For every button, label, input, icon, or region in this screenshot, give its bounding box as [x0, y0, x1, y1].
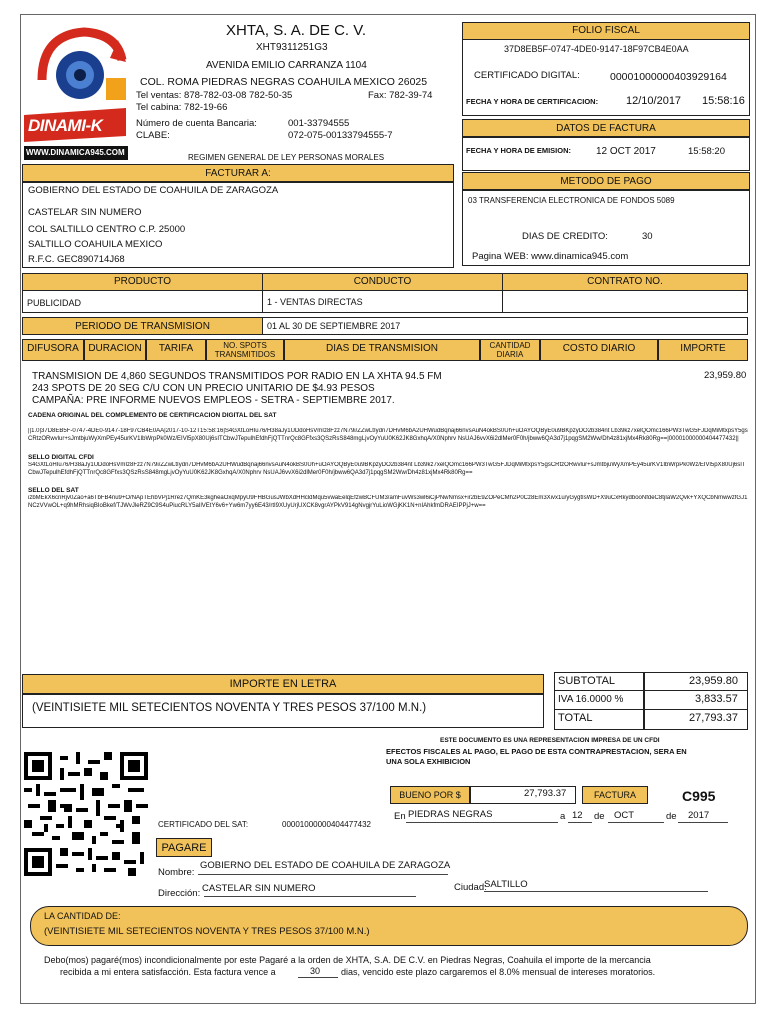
sello-sat-label: SELLO DEL SAT [28, 487, 79, 494]
en-label: En [394, 811, 406, 822]
col-spots-line2: TRANSMITIDOS [214, 350, 276, 359]
periodo-value: 01 AL 30 DE SEPTIEMBRE 2017 [262, 317, 748, 335]
total-value: 27,793.37 [689, 712, 738, 724]
col-cantidad [480, 339, 540, 361]
en-value: PIEDRAS NEGRAS [408, 809, 493, 820]
direccion-value: CASTELAR SIN NUMERO [202, 883, 316, 894]
description-line3: CAMPAÑA: PRE INFORME NUEVOS EMPLEOS - SETRA - SEPTIEMBRE 2017. [32, 395, 395, 406]
dias-credito-value: 30 [642, 231, 653, 242]
col-duracion: DURACION [84, 339, 146, 361]
fecha-emision-time: 15:58:20 [688, 146, 725, 157]
importe-letra-text: (VEINTISIETE MIL SETECIENTOS NOVENTA Y TRES PESOS 37/100 M.N.) [32, 702, 427, 714]
dia-line [568, 822, 592, 823]
description-line2: 243 SPOTS DE 20 SEG C/U CON UN PRECIO UNITARIO DE $4.93 PESOS [32, 383, 375, 394]
description-line1: TRANSMISION DE 4,860 SEGUNDOS TRANSMITIDOS POR RADIO EN LA XHTA 94.5 FM [32, 371, 442, 382]
client-city: SALTILLO COAHUILA MEXICO [28, 239, 163, 250]
debo-days: 30 [310, 966, 321, 976]
fecha-emision-date: 12 OCT 2017 [596, 146, 656, 157]
producto-value: PUBLICIDAD [22, 290, 263, 313]
issuer-tel-cabina: Tel cabina: 782-19-66 [136, 102, 228, 113]
de1-label: de [594, 811, 605, 822]
bueno-por-label: BUENO POR $ [390, 786, 470, 804]
dias-credito-label: DIAS DE CREDITO: [522, 231, 608, 242]
iva-value: 3,833.57 [695, 693, 738, 705]
nombre-value: GOBIERNO DEL ESTADO DE COAHUILA DE ZARAGOZA [200, 860, 451, 871]
cert-digital-value: 00001000000403929164 [610, 71, 727, 83]
cadena-original: ||1.0|37D8EB5F-0747-4DE0-9147-18F97CB4E0AA|2017-10-12T15:58:16|S4GXtLoHIu76/H38aJy1UDdoHsVmIz8Fzz7N79i/ZZwLtIydn7DHvM6bA2UHWudBqnaj66nvsAuN4okBS0Uh+uOAYOQByE0u9BKpzyDO2b384nt Lb39kz7xelQOmc166PW3TwG5FJDqMiMtxpsY5gsCRtzORwvlur+sJmtbjuWyXmPEy45urKV1IbWrpPk0Wz/EIVl5pX80Uj6sITCbwJTepulhEfdhFjQTTnrQc8GFfxs3QSzRsS848mgLjvOyYuU0K62JK8GxhqA/X0Nphrv NsUAJ6vvX6i2dlMer0F0h/jbww6QA3d7j1pqgSM2Ww/Dh4z81xjMx4Rk80Rg==|00001000000404477432|| [28, 428, 748, 442]
debo-line1: Debo(mos) pagaré(mos) incondicionalmente por este Pagaré a la orden de XHTA, S.A. DE C.V. en Piedras Negras, Coahuila el importe de la mercancia [44, 955, 651, 965]
factura-label: FACTURA [582, 786, 648, 804]
clabe-value: 072-075-00133794555-7 [288, 130, 393, 141]
producto-header: PRODUCTO [22, 273, 263, 291]
iva-label: IVA 16.0000 % [558, 694, 624, 705]
totals-sep2 [554, 709, 748, 710]
mes-value: OCT [614, 810, 635, 821]
anio-value: 2017 [688, 810, 710, 821]
col-tarifa: TARIFA [146, 339, 206, 361]
metodo-pago-header: METODO DE PAGO [462, 172, 750, 190]
cert-sat-label: CERTIFICADO DEL SAT: [158, 820, 249, 829]
clabe-label: CLABE: [136, 130, 170, 141]
direccion-label: Dirección: [158, 888, 201, 899]
fecha-cert-label: FECHA Y HORA DE CERTIFICACION: [466, 97, 599, 106]
debo-days-line [298, 977, 338, 978]
representacion-text: ESTE DOCUMENTO ES UNA REPRESENTACION IMPRESA DE UN CFDI [440, 737, 660, 744]
conducto-header: CONDUCTO [262, 273, 503, 291]
col-costo: COSTO DIARIO [540, 339, 658, 361]
conducto-value: 1 - VENTAS DIRECTAS [262, 290, 503, 313]
cantidad-label: LA CANTIDAD DE: [44, 911, 121, 921]
debo-line2a: recibida a mi entera satisfacción. Esta factura vence a [60, 967, 276, 977]
description-amount: 23,959.80 [704, 370, 747, 381]
client-rfc: R.F.C. GEC890714J68 [28, 254, 125, 265]
ciudad-line [484, 891, 708, 892]
contrato-header: CONTRATO NO. [502, 273, 748, 291]
issuer-name: XHTA, S. A. DE C. V. [226, 22, 367, 39]
datos-factura-header: DATOS DE FACTURA [462, 119, 750, 137]
fecha-cert-date: 12/10/2017 [626, 95, 682, 107]
factura-number: C995 [682, 788, 716, 804]
fecha-cert-time: 15:58:16 [702, 95, 745, 107]
issuer-address2: COL. ROMA PIEDRAS NEGRAS COAHUILA MEXICO 26025 [140, 76, 428, 88]
nombre-line [198, 874, 448, 875]
en-line [406, 822, 558, 823]
de2-label: de [666, 811, 677, 822]
importe-letra-header: IMPORTE EN LETRA [22, 674, 544, 694]
issuer-rfc: XHT9311251G3 [256, 42, 328, 53]
logo-url: WWW.DINAMICA945.COM [26, 148, 125, 157]
direccion-line [204, 896, 416, 897]
debo-line2c: dias, vencido este plazo cargaremos el 8.0% mensual de intereses moratorios. [341, 967, 656, 977]
a-label: a [560, 811, 566, 822]
dia-value: 12 [572, 810, 583, 821]
logo-text: DINAMI-K [28, 116, 103, 135]
web-page: Pagina WEB: www.dinamica945.com [472, 251, 629, 262]
col-cantidad-line2: DIARIA [496, 350, 524, 359]
col-importe: IMPORTE [658, 339, 748, 361]
bank-account-value: 001-33794555 [288, 118, 350, 129]
efectos-line2: UNA SOLA EXHIBICION [386, 757, 471, 766]
total-label: TOTAL [558, 712, 593, 724]
company-logo [22, 20, 132, 162]
folio-header: FOLIO FISCAL [462, 22, 750, 40]
bank-account-label: Número de cuenta Bancaria: [136, 118, 257, 129]
mes-line [608, 822, 664, 823]
fecha-emision-label: FECHA Y HORA DE EMISION: [466, 146, 572, 155]
col-cantidad-line1: CANTIDAD [489, 341, 531, 350]
issuer-tel-ventas: Tel ventas: 878-782-03-08 782-50-35 [136, 90, 293, 101]
ciudad-label: Ciudad: [454, 882, 487, 893]
cantidad-value: (VEINTISIETE MIL SETECIENTOS NOVENTA Y TRES PESOS 37/100 M.N.) [44, 926, 370, 937]
folio-uuid: 37D8EB5F-0747-4DE0-9147-18F97CB4E0AA [504, 44, 689, 54]
cert-sat-value: 00001000000404477432 [282, 820, 371, 829]
cadena-label: CADENA ORIGINAL DEL COMPLEMENTO DE CERTIFICACION DIGITAL DEL SAT [28, 412, 277, 419]
totals-sep1 [554, 690, 748, 691]
regimen: REGIMEN GENERAL DE LEY PERSONAS MORALES [188, 153, 385, 162]
sello-sat: izbMEkX6cnRjv0Zao+a6TbFB4nu9+O/NApTEhbVPj1Rrez7QmKE3kgheaOxqMpyU9FHBGusJWbXdHHcldMqu5vwaEelqEfzwBCFUM3/amFuvWs3wl6iCjPNwNmsx+ir2bE9ZOPeCMh2P0Cz8Em3Xivx1u/yGygtIsWD+X9uCxRkydbooNfdeC8tjIaW2Qvk+YXQCbNmwwzfGJ1NCzVVwOL+q9hMRhsiqBIoBkef/TJWvJleRZ9C9S4uPiucRLY5aIlVEtY6v6+Yw6m7yy6E43/rtI9XUyUrjUXCK8vgrAYPkV914gNvgjrYuLioWGjKK1N+nIAhkfmDRAEIPPjJ+w== [28, 495, 748, 509]
efectos-line1: EFECTOS FISCALES AL PAGO, EL PAGO DE ESTA CONTRAPRESTACION, SERA EN [386, 747, 687, 756]
client-address: CASTELAR SIN NUMERO [28, 207, 142, 218]
issuer-fax: Fax: 782-39-74 [368, 90, 433, 101]
col-spots [206, 339, 284, 361]
metodo-pago-value: 03 TRANSFERENCIA ELECTRONICA DE FONDOS 5089 [468, 196, 675, 205]
col-dias: DIAS DE TRANSMISION [284, 339, 480, 361]
subtotal-value: 23,959.80 [689, 675, 738, 687]
facturar-header: FACTURAR A: [22, 164, 454, 182]
anio-line [678, 822, 728, 823]
sello-cfdi: S4GXtLoHIu76/H38aJy1UDdoHsVmIz8Fzz7N79i/ZZwLtIydn7DHvM6bA2UHWudBqnaj66nvsAuN4okBS0Uh+uOAYOQByE0u9BKpzyDO2b384nt Lb39kz7xelQOmc166PW3TwG5FJDqMiMtxpsY5gsCRtzORwvlur+sJmtbjuWyXmPEy45urKV1IbWrpPk0Wz/EIVl5pX80Uj6sITCbwJTepulhEfdhFjQTTnrQc8GFfxs3QSzRsS848mgLjvOyYuU0K62JK8GxhqA/X0Nphrv NsUAJ6vvX6i2dlMer0F0h/jbww6QA3d7j1pqgSM2Ww/Dh4z81xjMx4Rk80Rg== [28, 462, 746, 476]
subtotal-label: SUBTOTAL [558, 675, 616, 687]
client-name: GOBIERNO DEL ESTADO DE COAHUILA DE ZARAGOZA [28, 185, 279, 196]
bueno-por-value: 27,793.37 [524, 788, 567, 799]
client-colony: COL SALTILLO CENTRO C.P. 25000 [28, 224, 186, 235]
qr-code [24, 752, 148, 876]
nombre-label: Nombre: [158, 867, 195, 878]
col-difusora: DIFUSORA [22, 339, 84, 361]
ciudad-value: SALTILLO [484, 879, 528, 890]
cert-digital-label: CERTIFICADO DIGITAL: [474, 70, 580, 81]
contrato-value [502, 290, 748, 313]
periodo-header: PERIODO DE TRANSMISION [22, 317, 263, 335]
pagare-label: PAGARE [156, 838, 212, 857]
col-spots-line1: NO. SPOTS [223, 341, 267, 350]
sello-cfdi-label: SELLO DIGITAL CFDI [28, 454, 94, 461]
issuer-address1: AVENIDA EMILIO CARRANZA 1104 [206, 60, 367, 71]
